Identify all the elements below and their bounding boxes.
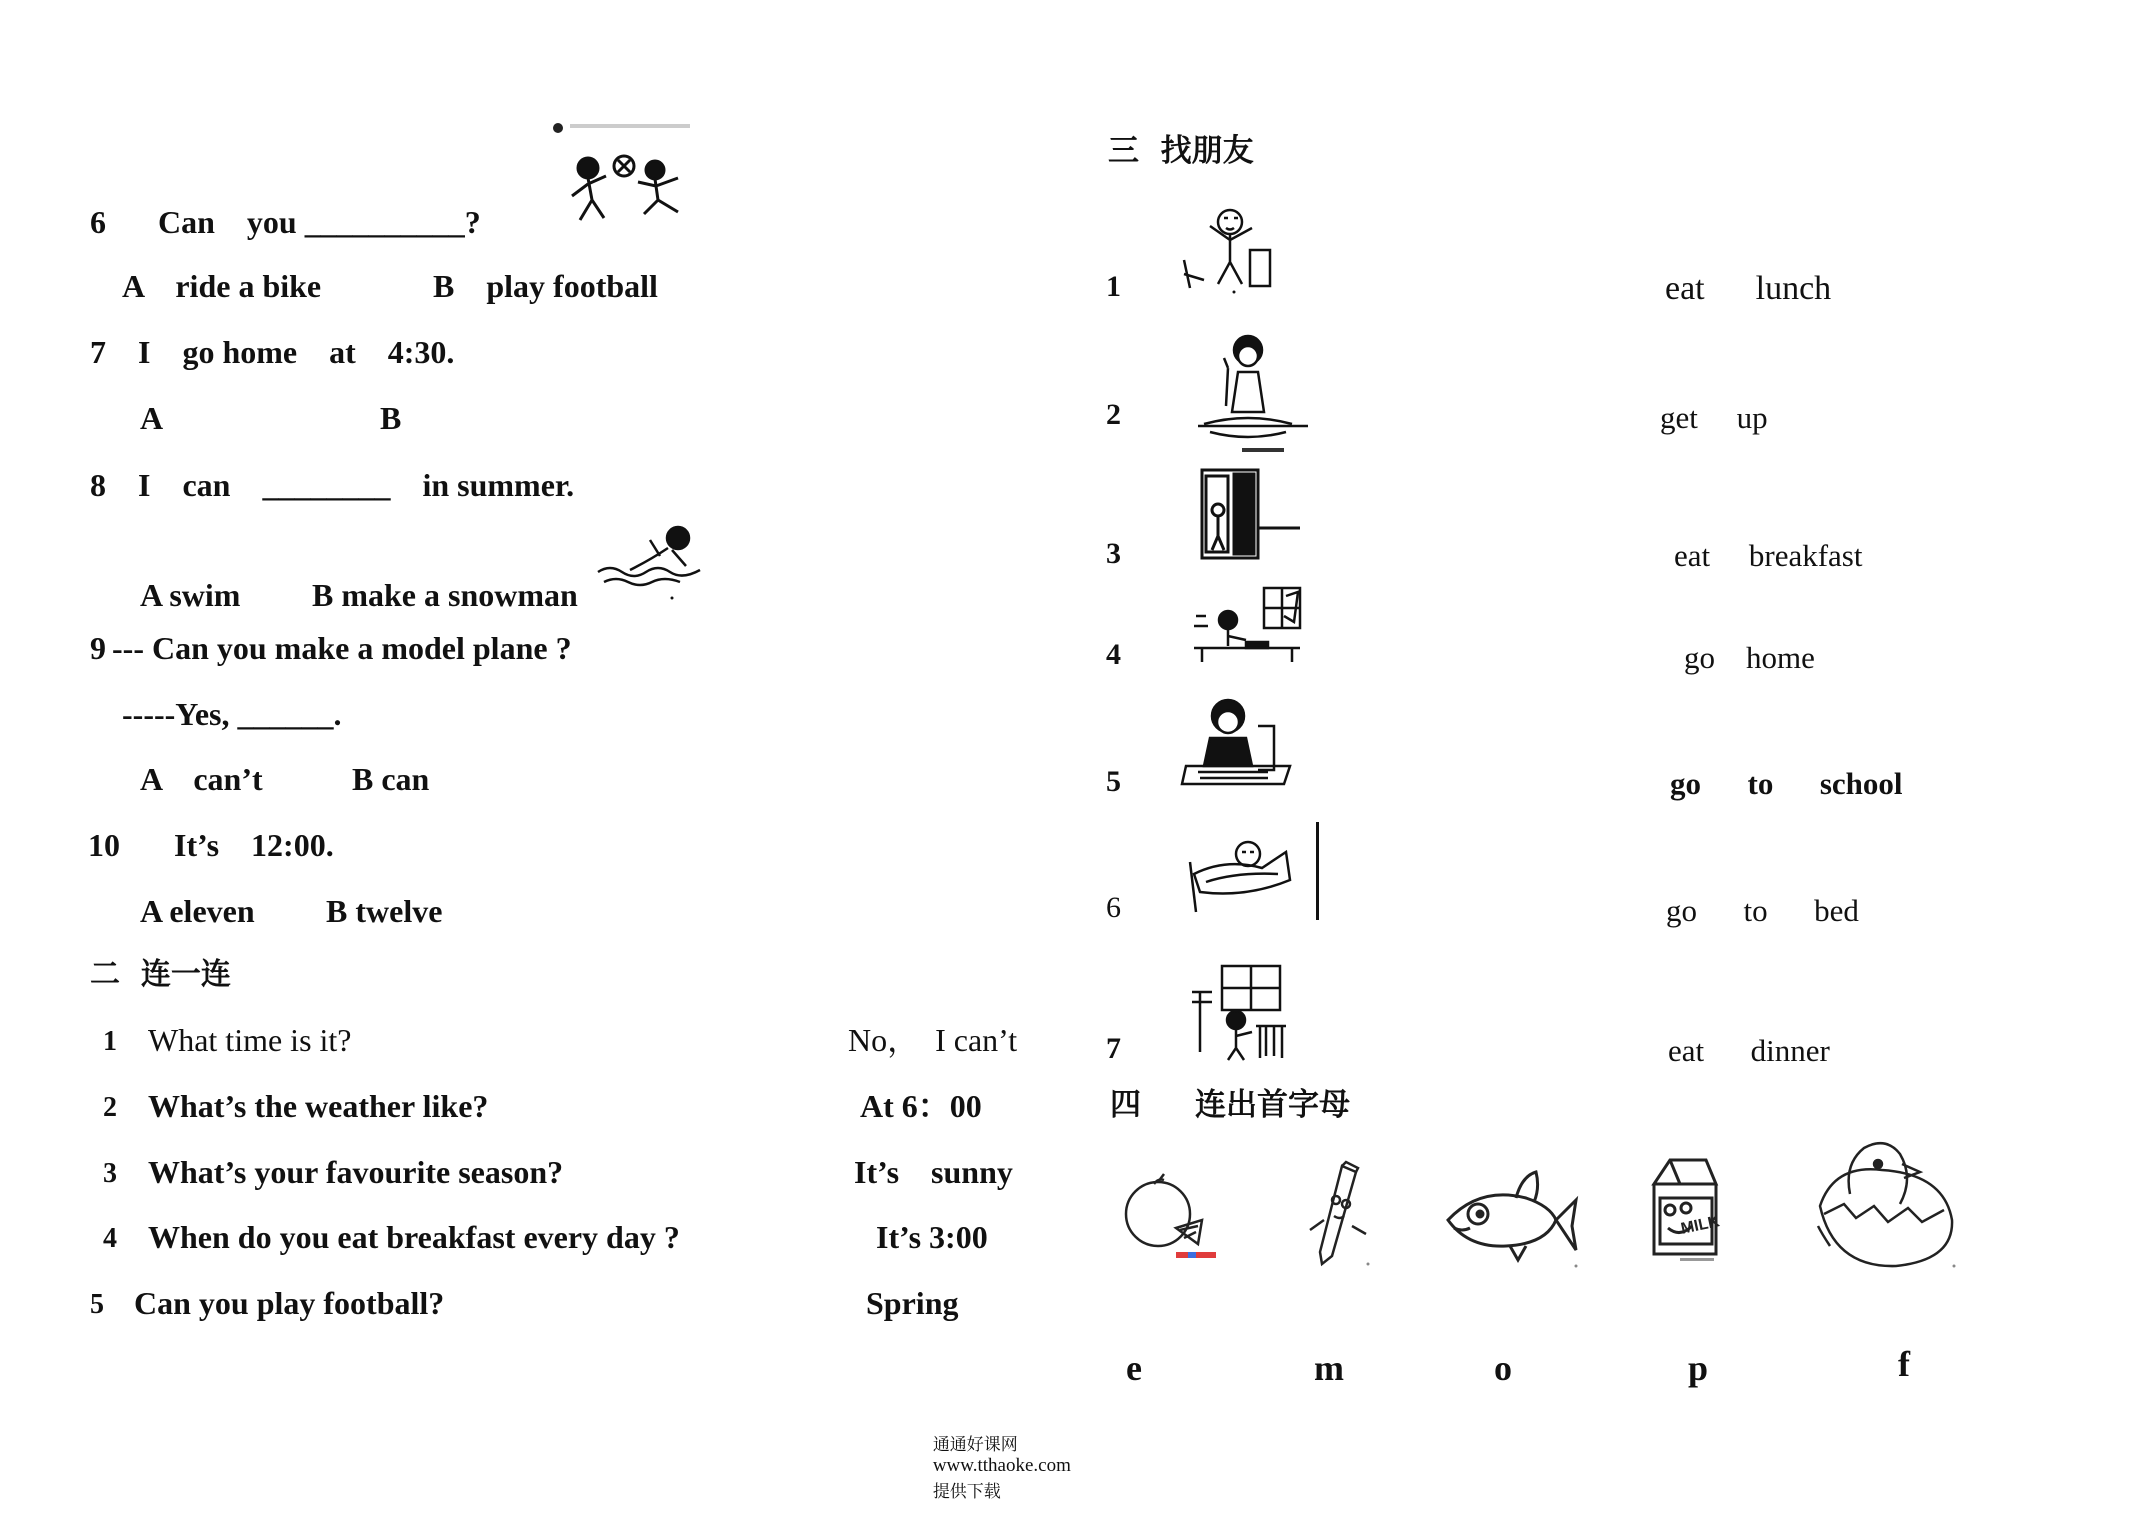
fish-icon <box>1440 1158 1580 1270</box>
part2-q2-number: 2 <box>103 1092 117 1123</box>
q10-option-b: B twelve <box>326 893 443 929</box>
q8-stem: I can ________ in summer. <box>138 467 575 503</box>
part3-number-2: 2 <box>1106 398 1121 431</box>
part4-letter-2: m <box>1314 1348 1344 1388</box>
part2-answer-4: It’s 3:00 <box>876 1219 988 1255</box>
q9-number: 9 <box>90 630 106 666</box>
q9-stem: --- Can you make a model plane ? <box>112 630 572 666</box>
part3-number-6: 6 <box>1106 891 1121 924</box>
swimmer-icon <box>590 520 715 600</box>
q7-option-b: B <box>380 400 402 436</box>
pencil-icon <box>1302 1160 1374 1270</box>
part4-letter-1: e <box>1126 1348 1142 1388</box>
milk-icon <box>1640 1154 1728 1266</box>
going-home-picture <box>1192 466 1302 566</box>
part3-phrase-7: eat dinner <box>1668 1033 1830 1068</box>
part4-letter-5: f <box>1898 1344 1910 1384</box>
eating-dinner-picture <box>1186 962 1290 1062</box>
part3-phrase-2: get up <box>1660 400 1768 435</box>
q8-option-b: B make a snowman <box>312 577 578 613</box>
q6-stem: Can you __________? <box>158 204 481 240</box>
part4-number: 四 <box>1110 1087 1141 1123</box>
part3-phrase-1: eat lunch <box>1665 270 1832 307</box>
footer-url[interactable]: www.tthaoke.com <box>932 1455 1071 1476</box>
q8-number: 8 <box>90 467 106 503</box>
part2-q1-number: 1 <box>103 1026 117 1057</box>
q8-option-a: A swim <box>140 577 241 613</box>
part2-q4-number: 4 <box>103 1223 117 1254</box>
chick-icon <box>1804 1134 1964 1274</box>
part2-answer-1: No， I can’t <box>848 1022 1018 1058</box>
q9-option-b: B can <box>352 761 430 797</box>
footer <box>922 1410 1071 1502</box>
part3-number-5: 5 <box>1106 765 1121 798</box>
part2-answer-3: It’s sunny <box>854 1154 1013 1190</box>
cropped-image-fragment <box>540 118 700 134</box>
eating-lunch-picture <box>1198 328 1308 456</box>
q9-option-a: A can’t <box>140 761 263 797</box>
milk-carton-label: MILK <box>1679 1213 1722 1238</box>
part4-letter-3: o <box>1494 1348 1512 1388</box>
q6-option-b: B play football <box>433 268 658 304</box>
part2-q5-number: 5 <box>90 1289 104 1320</box>
footer-download-note: 提供下载 <box>932 1482 1001 1502</box>
part2-q2-text: What’s the weather like? <box>148 1088 489 1124</box>
part2-answer-5: Spring <box>866 1285 959 1321</box>
part2-answer-2: At 6：00 <box>860 1088 982 1124</box>
part3-phrase-6: go to bed <box>1666 893 1859 928</box>
part2-q4-text: When do you eat breakfast every day ? <box>148 1219 680 1255</box>
q6-number: 6 <box>90 204 106 240</box>
part2-q3-text: What’s your favourite season? <box>148 1154 564 1190</box>
footer-site-name: 通通好课网 <box>932 1435 1018 1455</box>
orange-icon <box>1118 1168 1222 1260</box>
q10-number: 10 <box>88 827 120 863</box>
part3-number-1: 1 <box>1106 270 1121 303</box>
going-to-school-picture <box>1178 696 1306 790</box>
football-players-icon <box>560 148 695 228</box>
part3-heading: 三 找朋友 <box>1108 133 1254 169</box>
eating-breakfast-picture <box>1188 586 1312 666</box>
part4-heading: 连出首字母 <box>1195 1087 1350 1123</box>
part2-q1-text: What time is it? <box>148 1022 352 1058</box>
part3-phrase-3: eat breakfast <box>1674 538 1863 573</box>
part2-q5-text: Can you play football? <box>134 1285 445 1321</box>
q10-stem: It’s 12:00. <box>174 827 334 863</box>
q6-option-a: A ride a bike <box>122 268 322 304</box>
q7-number: 7 <box>90 334 106 370</box>
q7-option-a: A <box>140 400 164 436</box>
q9-answer-line: -----Yes, ______. <box>122 696 342 732</box>
part2-heading: 二 连一连 <box>90 957 231 992</box>
part4-letter-4: p <box>1688 1348 1709 1388</box>
part3-number-7: 7 <box>1106 1032 1121 1065</box>
q10-option-a: A eleven <box>140 893 255 929</box>
part3-number-4: 4 <box>1106 638 1121 671</box>
q7-stem: I go home at 4:30. <box>138 334 455 370</box>
part3-phrase-5: go to school <box>1670 766 1903 801</box>
getting-up-picture <box>1180 200 1280 296</box>
going-to-bed-picture <box>1186 822 1326 922</box>
part2-q3-number: 3 <box>103 1158 117 1189</box>
part3-phrase-4: go home <box>1684 640 1815 675</box>
part3-number-3: 3 <box>1106 537 1121 570</box>
